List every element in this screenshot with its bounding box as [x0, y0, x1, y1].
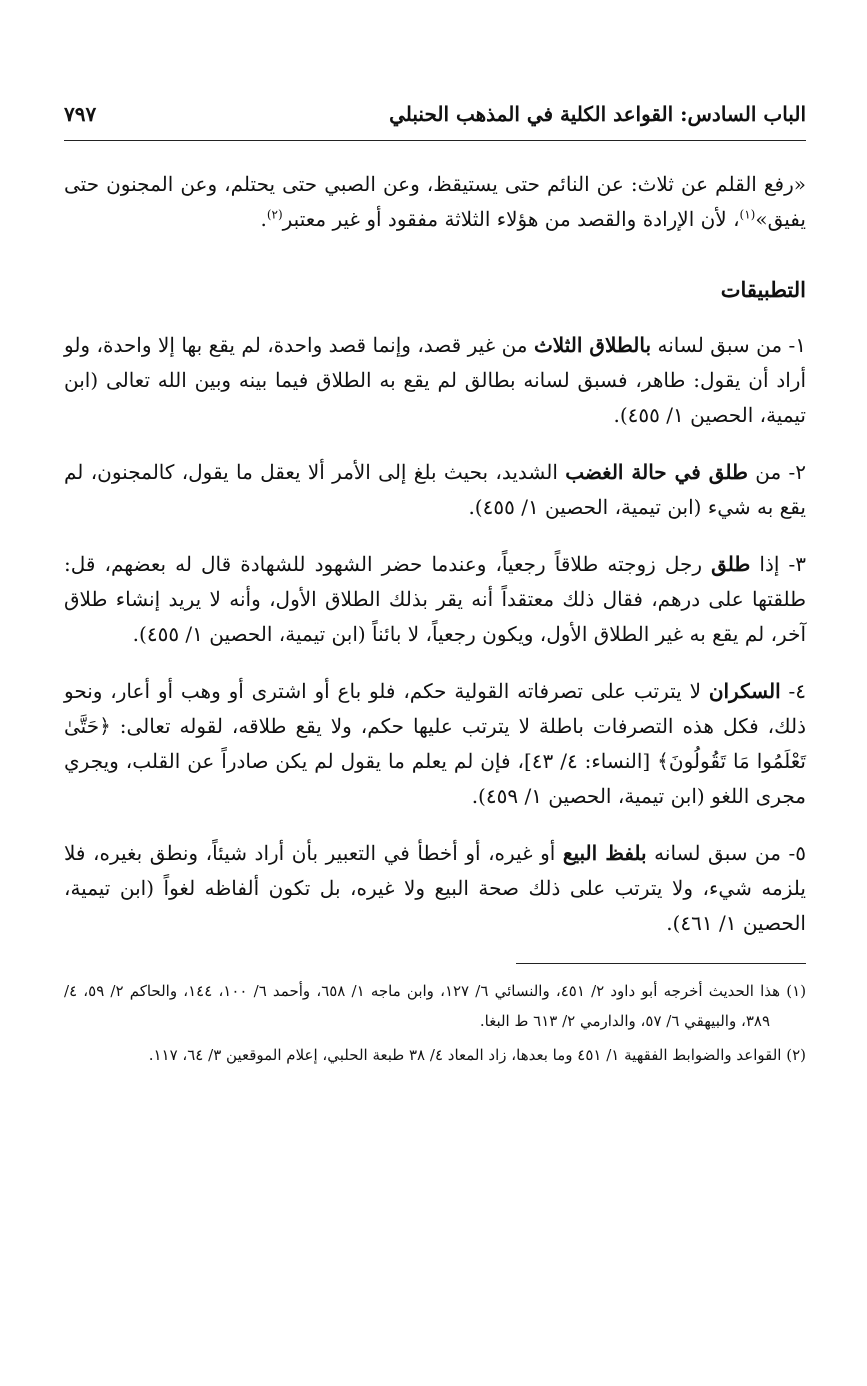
intro-text-a: «رفع القلم عن ثلاث: عن النائم حتى يستيقظ، وعن الصبي حتى يحتلم، وعن المجنون حتى يفيق»: [64, 172, 806, 231]
item-lead: ٥- من سبق لسانه: [646, 841, 806, 865]
footnote-2: (٢) القواعد والضوابط الفقهية ١/ ٤٥١ وما بعدها، زاد المعاد ٤/ ٣٨ طبعة الحلبي، إعلام الموقعين ٣/ ٦٤، ١١٧.: [148, 1046, 806, 1064]
application-item-3: [64, 547, 806, 652]
item-keyword: طلق: [711, 552, 751, 576]
application-item-4: [64, 674, 806, 814]
running-header: [64, 100, 806, 141]
chapter-title: الباب السادس: القواعد الكلية في المذهب الحنبلي: [389, 102, 806, 126]
item-text: الشديد، بحيث بلغ إلى الأمر ألا يعقل ما يقول، كالمجنون، لم يقع به شيء (ابن تيمية، الحصين ١/ ٤٥٥).: [64, 460, 806, 519]
application-item-5: [64, 836, 806, 941]
item-keyword: بالطلاق الثلاث: [533, 333, 652, 357]
footnote-divider: [516, 963, 806, 964]
item-keyword: طلق في حالة الغضب: [565, 460, 748, 484]
item-keyword: بلفظ البيع: [562, 841, 647, 865]
intro-text-c: .: [260, 207, 267, 231]
item-lead: ٣- إذا: [750, 552, 806, 576]
item-text: لا يترتب على تصرفاته القولية حكم، فلو باع أو اشترى أو وهب أو أعار، ونحو ذلك، فكل هذه التصرفات باطلة لا يترتب عليها حكم، ولا يقع طلاقه، لقوله تعالى: ﴿حَتَّىٰ تَعْلَمُوا مَا تَقُولُونَ﴾ [النساء: ٤/ ٤٣]، فإن لم يعلم ما يقول لم يكن صادراً عن القلب، ويجري مجرى اللغو (ابن تيمية، الحصين ١/ ٤٥٩).: [64, 679, 806, 808]
page-number: ٧٩٧: [64, 102, 97, 126]
item-lead: ١- من سبق لسانه: [651, 333, 806, 357]
footnote-ref-2: (٢): [266, 207, 283, 222]
item-lead: ٤-: [780, 679, 806, 703]
footnote-ref-1: (١): [739, 207, 756, 222]
intro-text-b: ، لأن الإرادة والقصد من هؤلاء الثلاثة مفقود أو غير معتبر: [282, 207, 740, 231]
application-item-2: [64, 455, 806, 525]
item-keyword: السكران: [708, 679, 781, 703]
page-body: [64, 167, 806, 1070]
item-text: من غير قصد، وإنما قصد واحدة، لم يقع بها إلا واحدة، ولو أراد أن يقول: طاهر، فسبق لسانه بطالق لم يقع به الطلاق فيما بينه وبين الله تعالى (ابن تيمية، الحصين ١/ ٤٥٥).: [64, 333, 806, 427]
item-text: أو غيره، أو أخطأ في التعبير بأن أراد شيئاً، ونطق بغيره، فلا يلزمه شيء، ولا يترتب على ذلك صحة البيع ولا غيره، بل تكون ألفاظه لغواً (ابن تيمية، الحصين ١/ ٤٦١).: [64, 841, 806, 935]
book-page: [64, 100, 806, 1074]
application-item-1: [64, 328, 806, 433]
intro-paragraph: [64, 167, 806, 237]
item-lead: ٢- من: [747, 460, 806, 484]
footnote-1: (١) هذا الحديث أخرجه أبو داود ٢/ ٤٥١، والنسائي ٦/ ١٢٧، وابن ماجه ١/ ٦٥٨، وأحمد ٦/ ١٠٠، ١٤٤، والحاكم ٢/ ٥٩، ٤/ ٣٨٩، والبيهقي ٦/ ٥٧، والدارمي ٢/ ٦١٣ ط البغا.: [64, 982, 807, 1030]
item-text: رجل زوجته طلاقاً رجعياً، وعندما حضر الشهود للشهادة قال له بعضهم، قل: طلقتها على درهم، فقال ذلك معتقداً أنه يقر بذلك الطلاق الأول، وأنه لا يريد إنشاء طلاق آخر، لم يقع به غير الطلاق الأول، ويكون رجعياً، لا بائناً (ابن تيمية، الحصين ١/ ٤٥٥).: [64, 552, 806, 646]
section-heading: التطبيقات: [720, 277, 806, 302]
